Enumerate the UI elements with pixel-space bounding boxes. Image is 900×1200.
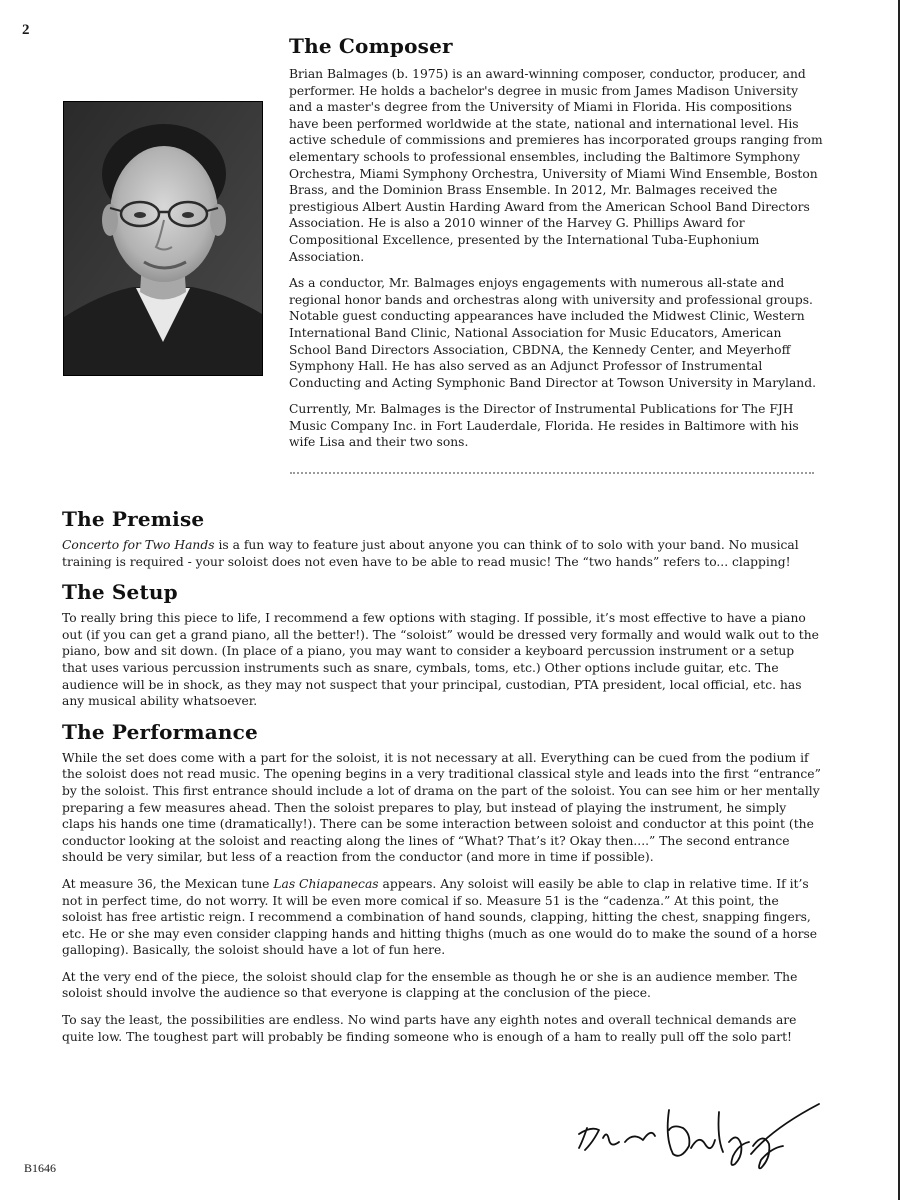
setup-section bbox=[62, 580, 822, 710]
dotted-divider bbox=[290, 472, 814, 474]
tune-title: Las Chiapanecas bbox=[273, 876, 379, 891]
performance-section bbox=[62, 720, 822, 1046]
page-number: 2 bbox=[22, 22, 30, 38]
composer-paragraph-2: As a conductor, Mr. Balmages enjoys engagements with numerous all-state and regional honor bands and orchestras along with university and professional groups. Notable guest conducting appearances have included the Midwest Clinic, Western International Band Clinic, National Association for Music Educators, American School Band Directors Association, CBDNA, the Kennedy Center, and Meyerhoff Symphony Hall. He has also served as an Adjunct Professor of Instrumental Conducting and Acting Symphonic Band Director at Towson University in Maryland. bbox=[289, 276, 817, 390]
premise-section bbox=[62, 507, 822, 570]
premise-paragraph bbox=[62, 537, 822, 570]
composer-heading: The Composer bbox=[289, 34, 453, 58]
performance-p2-before: At measure 36, the Mexican tune bbox=[62, 876, 274, 891]
performance-paragraph-2 bbox=[62, 876, 822, 959]
performance-p2-after: appears. Any soloist will easily be able to clap in relative time. If it’s not in perfect time, do not worry. It will be even more comical if so. Measure 51 is the “cadenza.” At this point, the soloist has free artistic reign. I recommend a combination of hand sounds, clapping, hitting the chest, snapping fingers, etc. He or she may even consider clapping hands and hitting thighs (much as one would do to make the sound of a horse galloping). Basically, the soloist should have a lot of fun here. bbox=[62, 876, 818, 958]
composer-paragraph-3: Currently, Mr. Balmages is the Director of Instrumental Publications for The FJH Music Company Inc. in Fort Lauderdale, Florida. He resides in Baltimore with his wife Lisa and their two sons. bbox=[289, 402, 799, 450]
handwritten-signature-icon bbox=[573, 1098, 823, 1176]
piece-title: Concerto for Two Hands bbox=[62, 538, 215, 552]
main-content bbox=[62, 507, 822, 1055]
performance-paragraph-1: While the set does come with a part for the soloist, it is not necessary at all. Everything can be cued from the podium if the soloist does not read music. The opening begins in a very traditional classical style and leads into the first “entrance” by the soloist. This first entrance should include a lot of drama on the part of the soloist. You can see him or her mentally preparing a few measures ahead. Then the soloist prepares to play, but instead of playing the instrument, he simply claps his hands one time (dramatically!). There can be some interaction between soloist and conductor at this point (the conductor looking at the soloist and reacting along the lines of “What? That’s it? Okay then....” The second entrance should be very similar, but less of a reaction from the conductor (and more in time if possible). bbox=[62, 750, 821, 865]
premise-text: is a fun way to feature just about anyone you can think of to solo with your band. No musical training is required - your soloist does not even have to be able to read music! The “two hands” refers to... clapping! bbox=[62, 538, 799, 569]
portrait-photo-icon bbox=[64, 102, 262, 375]
composer-photo bbox=[63, 101, 263, 376]
premise-heading: The Premise bbox=[62, 507, 205, 531]
performance-heading: The Performance bbox=[62, 719, 258, 744]
performance-paragraph-3: At the very end of the piece, the soloist should clap for the ensemble as though he or she is an audience member. The soloist should involve the audience so that everyone is clapping at the conclusion of the piece. bbox=[62, 969, 798, 1001]
product-code: B1646 bbox=[24, 1161, 57, 1175]
composer-section bbox=[289, 34, 824, 461]
setup-heading: The Setup bbox=[62, 580, 178, 605]
signature bbox=[573, 1098, 823, 1176]
setup-paragraph: To really bring this piece to life, I recommend a few options with staging. If possible, it’s most effective to have a piano out (if you can get a grand piano, all the better!). The “soloist” would be dressed very formally and would walk out to the piano, bow and sit down. (In place of a piano, you may want to consider a keyboard percussion instrument or a setup that uses various percussion instruments such as snare, cymbals, toms, etc.) Other options include guitar, etc. The audience will be in shock, as they may not suspect that your principal, custodian, PTA president, local official, etc. has any musical ability whatsoever. bbox=[62, 611, 819, 709]
composer-paragraph-1: Brian Balmages (b. 1975) is an award-winning composer, conductor, producer, and performer. He holds a bachelor's degree in music from James Madison University and a master's degree from the University of Miami in Florida. His compositions have been performed worldwide at the state, national and international level. His active schedule of commissions and premieres has incorporated groups ranging from elementary schools to professional ensembles, including the Baltimore Symphony Orchestra, Miami Symphony Orchestra, University of Miami Wind Ensemble, Boston Brass, and the Dominion Brass Ensemble. In 2012, Mr. Balmages received the prestigious Albert Austin Harding Award from the American School Band Directors Association. He is also a 2010 winner of the Harvey G. Phillips Award for Compositional Excellence, presented by the International Tuba-Euphonium Association. bbox=[289, 67, 823, 264]
performance-paragraph-4: To say the least, the possibilities are endless. No wind parts have any eighth notes and overall technical demands are quite low. The toughest part will probably be finding someone who is enough of a ham to really pull off the solo part! bbox=[62, 1013, 797, 1044]
